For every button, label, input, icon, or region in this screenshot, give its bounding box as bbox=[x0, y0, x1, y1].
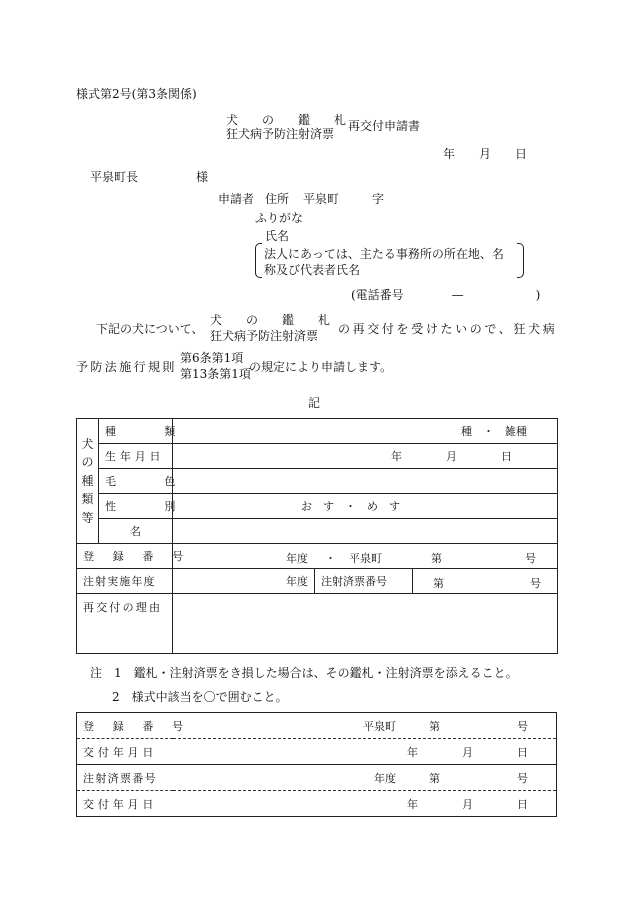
applicant-label: 申請者 bbox=[218, 192, 255, 206]
office-use-table bbox=[76, 712, 557, 817]
body-rule-prefix: 予防法施行規則 bbox=[76, 360, 177, 374]
coat-color-label: 毛 色 bbox=[99, 469, 173, 494]
office-tag-date-label: 交付年月日 bbox=[77, 791, 173, 817]
bracket-left bbox=[255, 243, 262, 278]
office-issue-date-label: 交付年月日 bbox=[77, 739, 173, 765]
coat-color-field[interactable] bbox=[173, 469, 558, 494]
birthdate-label: 生年月日 bbox=[99, 444, 173, 469]
sex-field[interactable]: お す ・ め す bbox=[173, 494, 558, 519]
ki-heading: 記 bbox=[308, 396, 321, 410]
injection-year-label: 注射実施年度 bbox=[77, 569, 173, 594]
office-issue-date-field[interactable]: 年 月 日 bbox=[173, 739, 557, 765]
body-option-tag: 狂犬病予防注射済票 bbox=[210, 329, 319, 343]
reason-field[interactable] bbox=[173, 594, 558, 654]
date-field[interactable]: 年 月 日 bbox=[443, 147, 528, 161]
body-option-license: 犬 の 鑑 札 bbox=[210, 313, 331, 327]
tag-dai: 第 bbox=[433, 577, 444, 590]
address-field[interactable]: 平泉町 bbox=[303, 192, 340, 206]
reg-dai: 第 bbox=[431, 552, 442, 565]
addressee-name: 平泉町長 bbox=[90, 170, 139, 184]
dog-name-label: 名 bbox=[99, 519, 173, 544]
corp-note-line2: 称及び代表者氏名 bbox=[264, 263, 361, 277]
reg-town: 平泉町 bbox=[349, 552, 382, 565]
bracket-right bbox=[517, 243, 524, 278]
office-reg-field[interactable]: 平泉町 第 号 bbox=[173, 713, 557, 739]
registration-number-field[interactable] bbox=[173, 544, 558, 569]
tag-go: 号 bbox=[530, 577, 541, 590]
birthdate-field[interactable]: 年 月 日 bbox=[173, 444, 558, 469]
body-intro: 下記の犬について、 bbox=[96, 322, 204, 336]
aza-label: 字 bbox=[372, 192, 385, 206]
reg-separator: ・ bbox=[325, 552, 336, 565]
tag-number-field[interactable] bbox=[413, 569, 558, 594]
injection-year-field[interactable]: 年度 bbox=[173, 569, 315, 594]
dog-group-label: 犬の種類等 bbox=[77, 419, 99, 544]
office-reg-label: 登 録 番 号 bbox=[77, 713, 173, 739]
rule-option-1: 第6条第1項 bbox=[180, 351, 244, 365]
title-option-tag: 狂犬病予防注射済票 bbox=[226, 127, 335, 141]
reg-year: 年度 bbox=[286, 552, 308, 565]
reg-go: 号 bbox=[525, 552, 536, 565]
form-number: 様式第2号(第3条関係) bbox=[76, 87, 197, 101]
body-rule-suffix: の規定により申請します。 bbox=[249, 360, 393, 374]
body-continuation: の再交付を受けたいので、狂犬病 bbox=[338, 322, 558, 336]
note-2: 2 様式中該当を〇で囲むこと。 bbox=[112, 690, 288, 704]
address-label: 住所 bbox=[265, 192, 290, 206]
name-label: 氏名 bbox=[265, 229, 290, 243]
phone-field[interactable]: (電話番号 — ) bbox=[351, 288, 541, 302]
reason-label: 再交付の理由 bbox=[77, 594, 173, 654]
breed-field[interactable]: 種 ・ 雑種 bbox=[173, 419, 558, 444]
tag-number-label: 注射済票番号 bbox=[315, 569, 413, 594]
office-tag-date-field[interactable]: 年 月 日 bbox=[173, 791, 557, 817]
breed-label: 種 類 bbox=[99, 419, 173, 444]
rule-option-2: 第13条第1項 bbox=[180, 367, 251, 381]
dog-name-field[interactable] bbox=[173, 519, 558, 544]
title-option-license: 犬 の 鑑 札 bbox=[226, 113, 347, 127]
addressee-honorific: 様 bbox=[196, 170, 209, 184]
page-title: 再交付申請書 bbox=[348, 119, 421, 133]
furigana-label: ふりがな bbox=[255, 211, 304, 225]
dog-info-table bbox=[76, 418, 558, 654]
note-1: 注 1 鑑札・注射済票をき損した場合は、その鑑札・注射済票を添えること。 bbox=[90, 666, 518, 680]
registration-number-label: 登 録 番 号 bbox=[77, 544, 173, 569]
sex-label: 性 別 bbox=[99, 494, 173, 519]
corp-note-line1: 法人にあっては、主たる事務所の所在地、名 bbox=[264, 247, 504, 261]
office-tag-field[interactable]: 年度 第 号 bbox=[173, 765, 557, 791]
office-tag-label: 注射済票番号 bbox=[77, 765, 173, 791]
